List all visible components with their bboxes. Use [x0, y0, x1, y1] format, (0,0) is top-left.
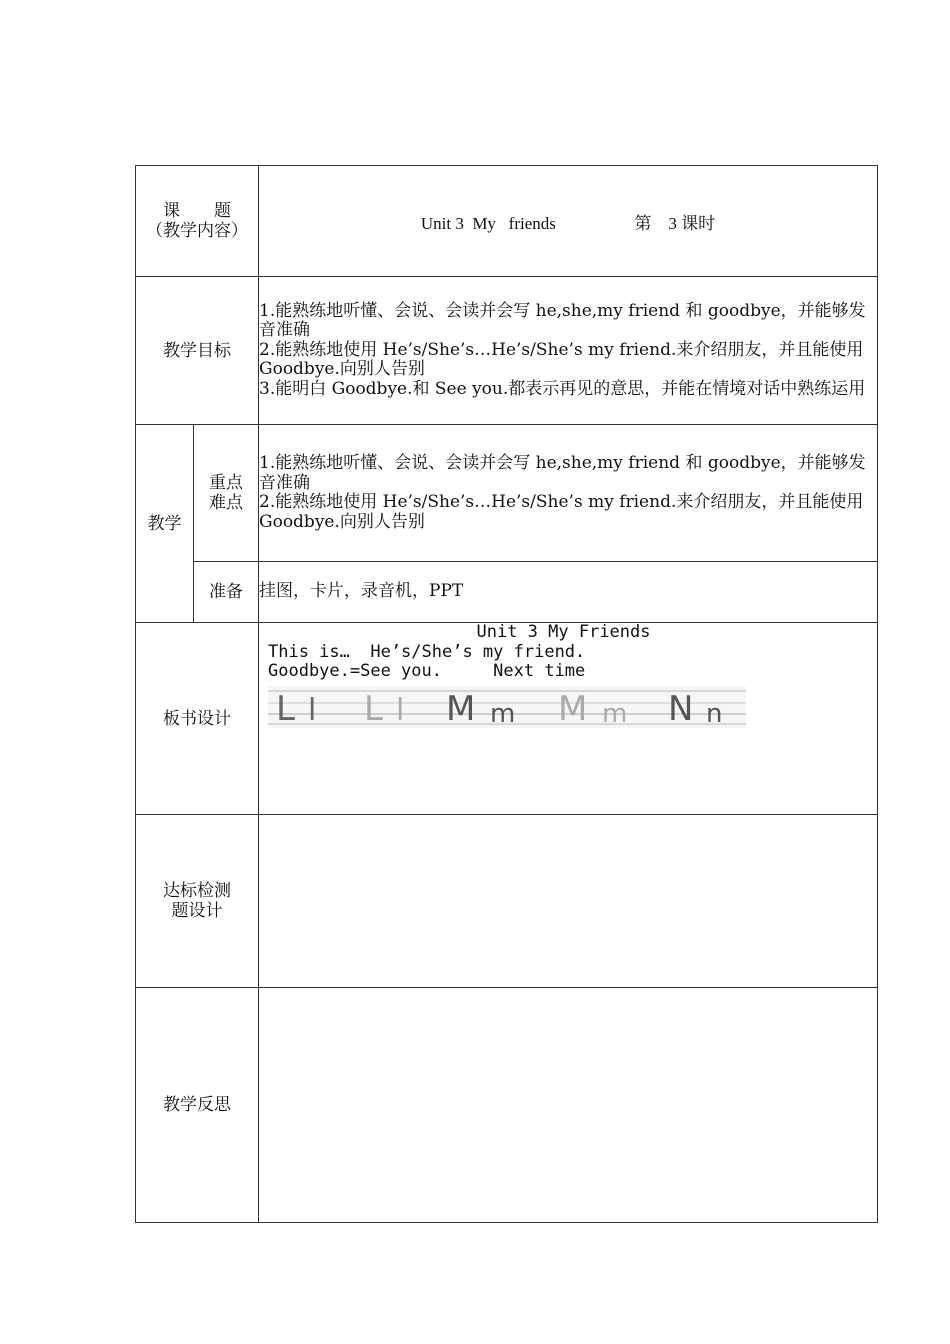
handwriting-letter: m: [602, 698, 628, 728]
objectives-row: [136, 277, 878, 425]
preparation-row: [136, 562, 878, 623]
board-design-cell: [259, 623, 878, 815]
handwriting-letter: n: [706, 698, 723, 728]
topic-label-cell: [136, 166, 259, 277]
objectives-cell: [259, 277, 878, 425]
board-design-row: [136, 623, 878, 815]
test-design-label: 达标检测: [163, 881, 231, 901]
test-design-label-cell: [136, 815, 259, 988]
handwriting-letter: L: [364, 688, 383, 728]
preparation-value: 挂图，卡片，录音机，PPT: [259, 562, 878, 623]
objective-item: 1.能熟练地听懂、会说、会读并会写 he,she,my friend 和 goodbye，并能够发音准确: [259, 300, 866, 341]
test-design-sub-label: 题设计: [171, 901, 223, 921]
topic-row: [136, 166, 878, 277]
reflection-row: [136, 988, 878, 1223]
objective-item: 3.能明白 Goodbye.和 See you.都表示再见的意思，并能在情境对话中熟练运用: [259, 378, 866, 399]
lesson-plan-table: [135, 165, 878, 1223]
key-points-label: 重点: [209, 473, 243, 493]
handwriting-letter: l: [308, 692, 317, 728]
key-points-row: [136, 425, 878, 562]
key-point-item: 1.能熟练地听懂、会说、会读并会写 he,she,my friend 和 goodbye，并能够发音准确: [259, 453, 866, 493]
objectives-label: 教学目标: [136, 277, 259, 425]
board-line: This is… He’s/She’s my friend.: [268, 641, 586, 662]
objective-item: 2.能熟练地使用 He’s/She’s…He’s/She’s my friend.来介绍朋友，并且能使用 Goodbye.向别人告别: [259, 339, 864, 380]
preparation-label: 准备: [194, 562, 259, 623]
difficulties-label: 难点: [209, 493, 243, 513]
board-title: Unit 3 My Friends: [476, 622, 651, 642]
test-design-cell: [259, 815, 878, 988]
handwriting-lines-image: [268, 686, 746, 728]
board-line: Goodbye.=See you. Next time: [268, 661, 586, 681]
unit-title: Unit 3 My friends: [420, 213, 556, 233]
handwriting-letter: N: [668, 688, 694, 728]
topic-sub-label: （教学内容）: [146, 221, 248, 241]
test-design-row: [136, 815, 878, 988]
topic-label: 课 题: [163, 201, 231, 221]
handwriting-letter: L: [276, 688, 295, 728]
handwriting-letter: M: [446, 688, 476, 728]
handwriting-letter: l: [396, 692, 405, 728]
key-point-item: 2.能熟练地使用 He’s/She’s…He’s/She’s my friend.来介绍朋友，并且能使用 Goodbye.向别人告别: [259, 492, 864, 532]
reflection-label: 教学反思: [136, 988, 259, 1223]
topic-value-cell: [259, 166, 878, 277]
handwriting-letter: m: [490, 698, 516, 728]
teaching-label: 教学: [136, 425, 194, 623]
key-points-cell: [259, 425, 878, 562]
handwriting-letter: M: [558, 688, 588, 728]
lesson-number: 第 3 课时: [634, 213, 716, 233]
board-design-label: 板书设计: [136, 623, 259, 815]
reflection-cell: [259, 988, 878, 1223]
key-points-label-cell: [194, 425, 259, 562]
